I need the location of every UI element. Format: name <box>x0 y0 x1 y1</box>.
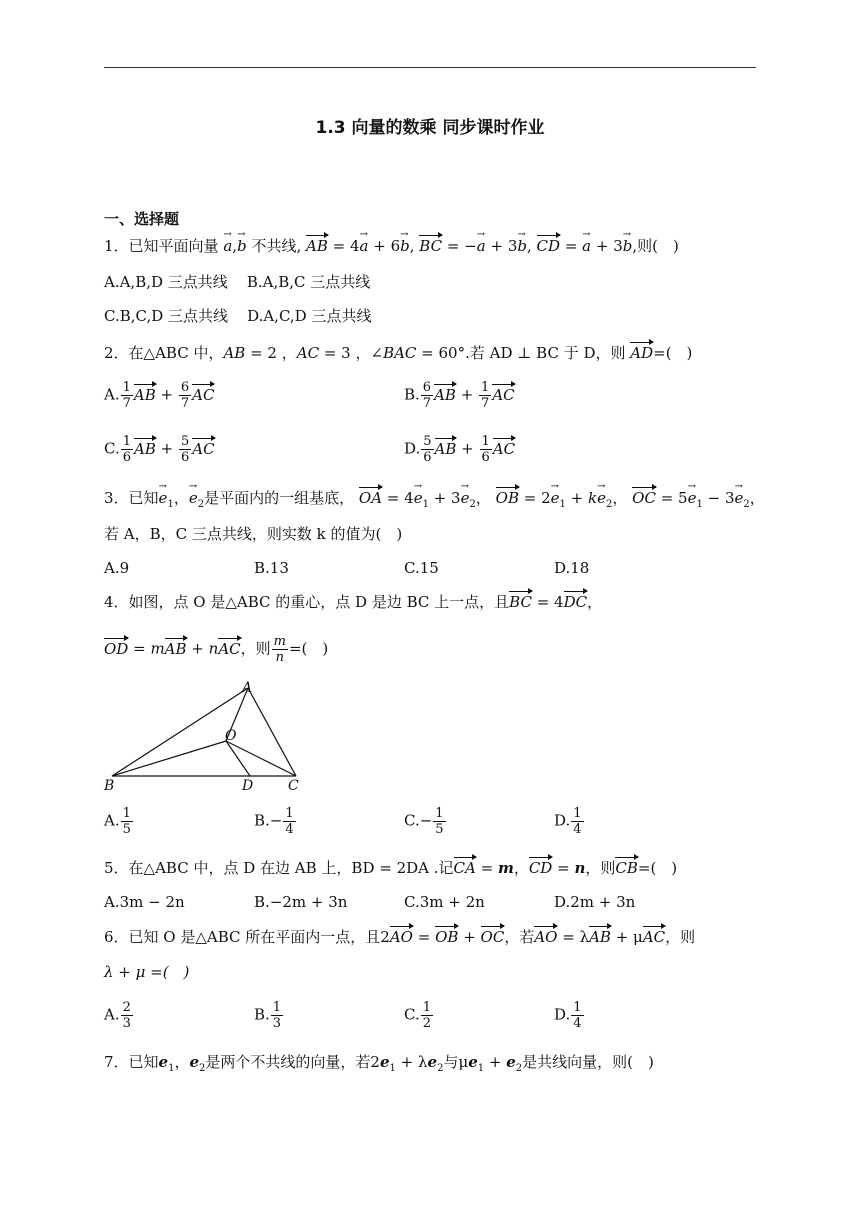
q2-option-d[interactable]: D. $\frac{5}{6}$ AB + $\frac{1}{6}$ AC <box>404 434 516 465</box>
q4-option-d[interactable]: D. $\frac{1}{4}$ <box>554 806 582 837</box>
q2-option-c[interactable]: C. $\frac{1}{6}$ AB + $\frac{5}{6}$ AC <box>104 434 215 465</box>
q5-option-a[interactable]: A.3m − 2n <box>104 893 185 911</box>
q3-option-b[interactable]: B.13 <box>254 559 289 577</box>
question-3: 3．已知→ $e_1$，→ $e_2$是平面内的一组基底， OA = $4\to e_1 + 3\to e_2$， OB = $2\to e_1 + k\to e_2$， OC = $5\to e_1 - 3\to e_2$， <box>104 488 765 515</box>
q6-option-c[interactable]: C. $\frac{1}{2}$ <box>404 1000 431 1031</box>
question-4: 4．如图，点 O 是△ABC 的重心，点 D 是边 BC 上一点，且BC = 4DC， <box>104 593 603 611</box>
q4-option-a[interactable]: A. $\frac{1}{5}$ <box>104 806 131 837</box>
label-b: B <box>104 778 115 794</box>
q6-option-d[interactable]: D. $\frac{1}{4}$ <box>554 1000 582 1031</box>
q4-option-c[interactable]: C.− $\frac{1}{5}$ <box>404 806 444 837</box>
label-d: D <box>242 778 254 794</box>
label-o: O <box>225 728 237 744</box>
triangle-figure <box>100 676 320 796</box>
q3-option-d[interactable]: D.18 <box>554 559 590 577</box>
question-5: 5．在△ABC 中，点 D 在边 AB 上，BD = 2DA .记CA = m，CD = n，则CB=( ) <box>104 859 678 877</box>
label-c: C <box>288 778 299 794</box>
q5-option-d[interactable]: D.2m + 3n <box>554 893 636 911</box>
question-6: 6．已知 O 是△ABC 所在平面内一点，且2AO = OB + OC，若AO = λAB + μAC，则 <box>104 928 696 946</box>
q6-option-a[interactable]: A. $\frac{2}{3}$ <box>104 1000 131 1031</box>
q1-option-a[interactable]: A.A,B,D 三点共线 <box>104 273 228 291</box>
q3-option-c[interactable]: C.15 <box>404 559 439 577</box>
question-2: 2．在△ABC 中，AB = 2 ，AC = 3 ，∠BAC = 60°.若 AD ⊥ BC 于 D，则 AD=( ) <box>104 344 693 362</box>
q4-option-b[interactable]: B.− $\frac{1}{4}$ <box>254 806 294 837</box>
question-4-line2: OD = mAB + nAC，则 $\frac{m}{n}$ =( ) <box>104 634 329 665</box>
q6-option-b[interactable]: B. $\frac{1}{3}$ <box>254 1000 282 1031</box>
question-3-line2: 若 A，B，C 三点共线，则实数 k 的值为( ) <box>104 525 403 543</box>
q1-options-row2 <box>104 306 371 326</box>
q1-option-d[interactable]: D.A,C,D 三点共线 <box>247 307 372 325</box>
header-rule <box>104 67 756 68</box>
q2-option-b[interactable]: B. $\frac{6}{7}$ AB + $\frac{1}{7}$ AC <box>404 380 515 411</box>
question-7: 7．已知$e_1$，$e_2$是两个不共线的向量，若$2e_1 + \lambda e_2$与$\mu e_1 + e_2$是共线向量，则( ) <box>104 1053 654 1074</box>
q1-option-c[interactable]: C.B,C,D 三点共线 <box>104 307 229 325</box>
q1-option-b[interactable]: B.A,B,C 三点共线 <box>246 273 371 291</box>
page-title: 1.3 向量的数乘 同步课时作业 <box>315 118 545 138</box>
question-1: 1．已知平面向量 → a,→ b 不共线, AB = 4→ a + 6→ b, BC = −→ a + 3→ b, CD = → a + 3→ b,则( ) <box>104 236 679 256</box>
q1-options-row1 <box>104 272 370 292</box>
label-a: A <box>242 680 253 696</box>
q5-option-c[interactable]: C.3m + 2n <box>404 893 485 911</box>
q5-option-b[interactable]: B.−2m + 3n <box>254 893 348 911</box>
q3-option-a[interactable]: A.9 <box>104 559 130 577</box>
question-6-line2: λ + μ =( ) <box>104 963 190 981</box>
section-heading: 一、选择题 <box>104 210 180 228</box>
q2-option-a[interactable]: A. $\frac{1}{7}$ AB + $\frac{6}{7}$ AC <box>104 380 215 411</box>
